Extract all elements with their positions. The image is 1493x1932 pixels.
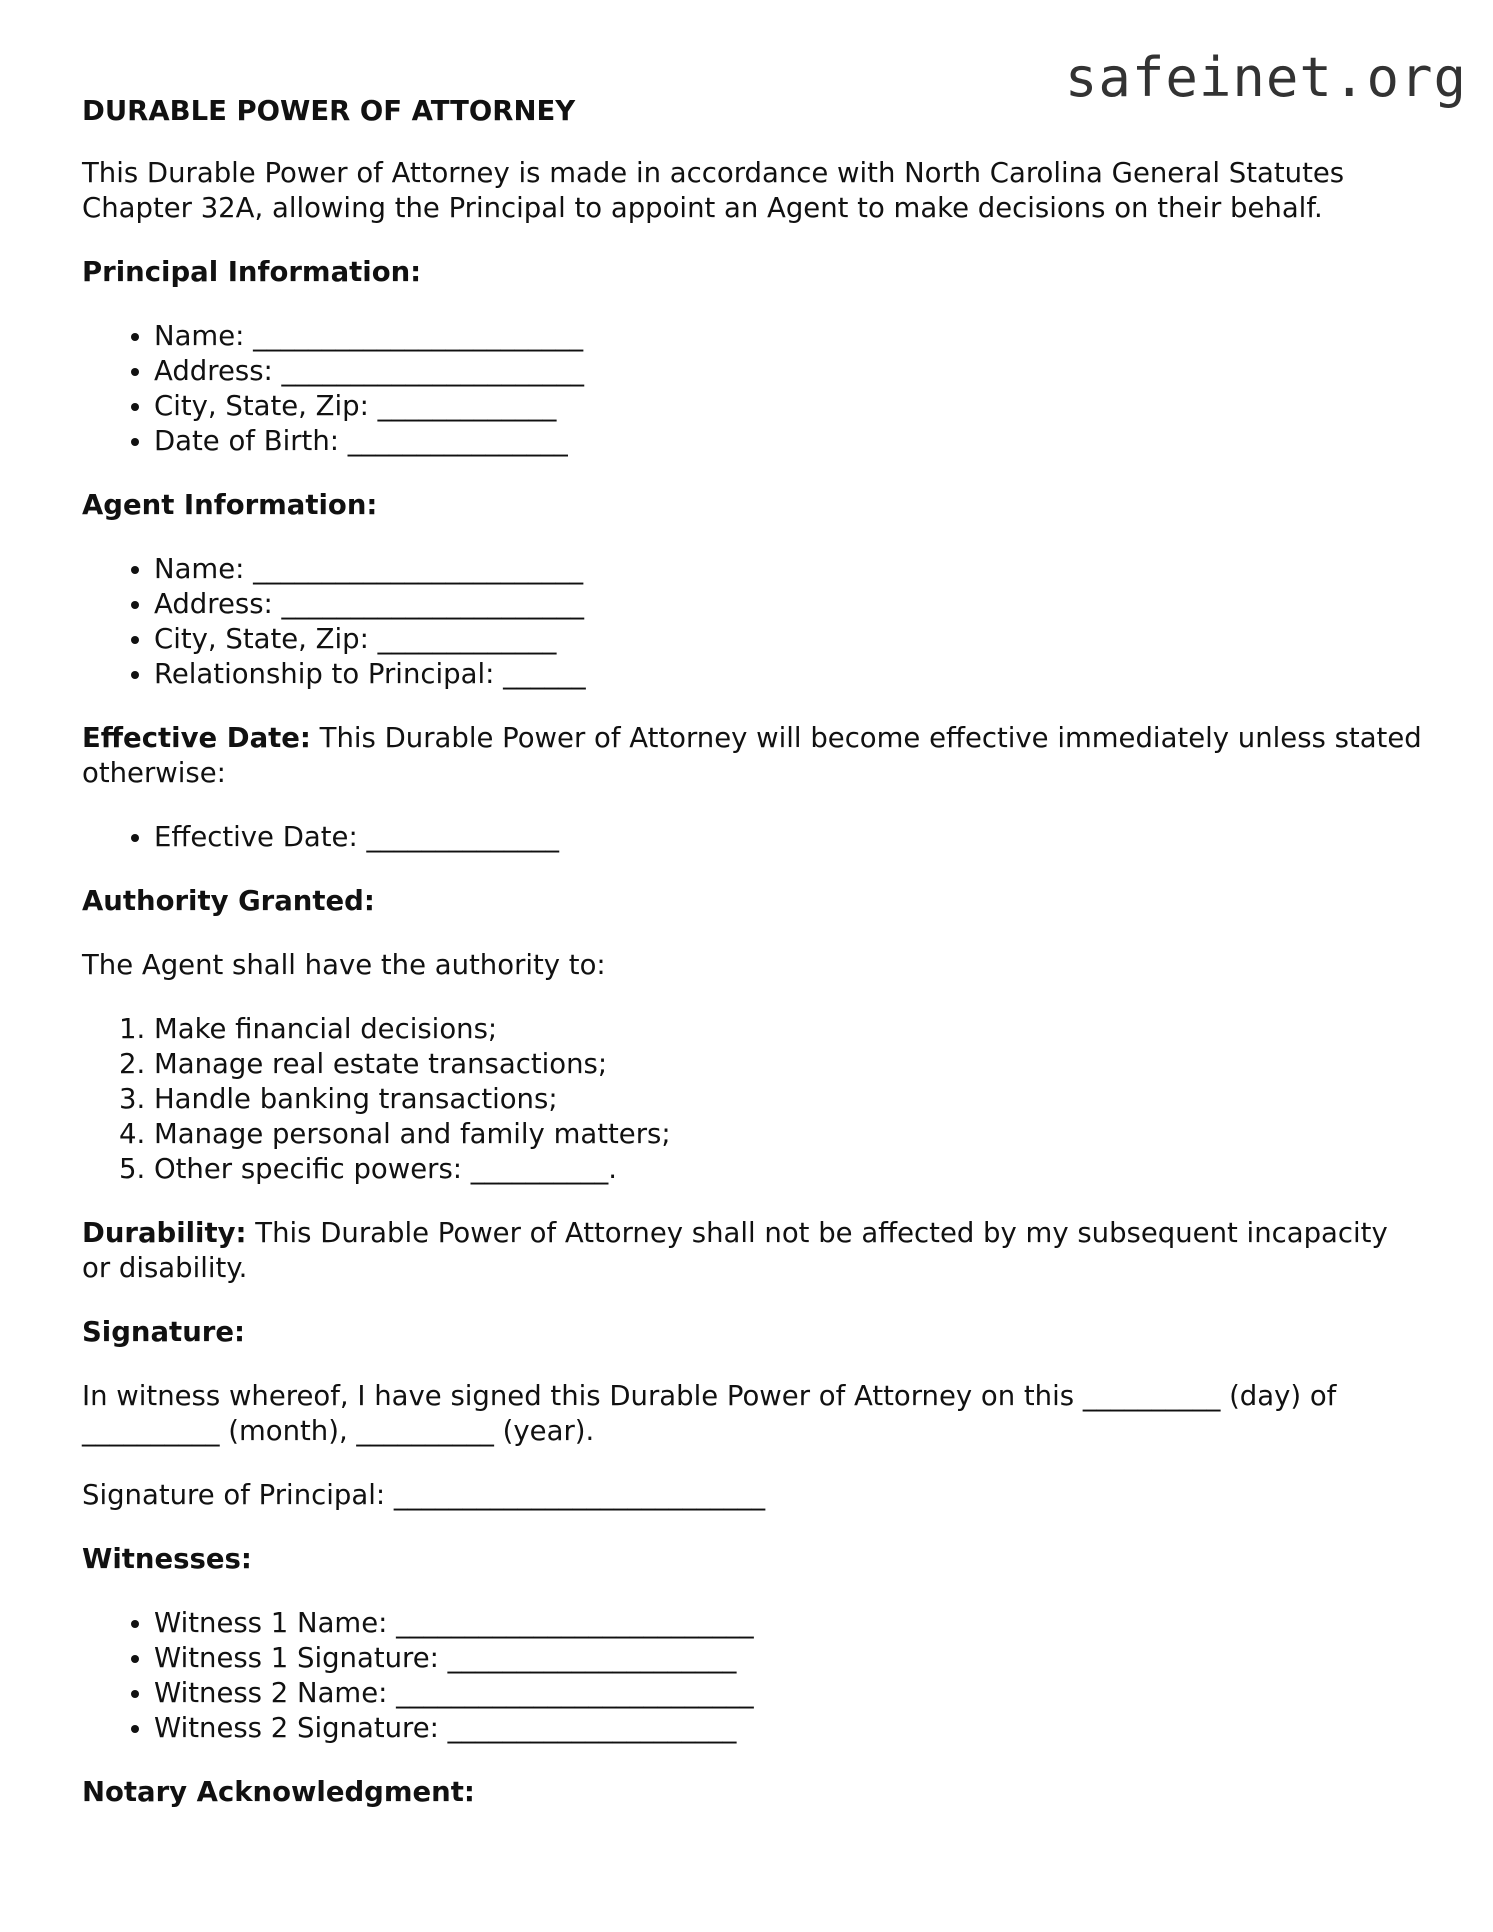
effective-date-text: This Durable Power of Attorney will become effective immediately unless stated otherwise: [82, 722, 1422, 789]
agent-name-field: • Name: ________________________ [154, 552, 1422, 587]
authority-item: 4. Manage personal and family matters; [154, 1117, 1422, 1152]
signature-heading: Signature: [82, 1316, 245, 1348]
durability-label: Durability: [82, 1217, 247, 1249]
agent-address-field: • Address: ______________________ [154, 587, 1422, 622]
principal-city-state-zip-field: • City, State, Zip: _____________ [154, 389, 1422, 424]
document-title: DURABLE POWER OF ATTORNEY [82, 95, 576, 127]
principal-dob-field: • Date of Birth: ________________ [154, 424, 1422, 459]
principal-name-field: • Name: ________________________ [154, 319, 1422, 354]
durability-paragraph [82, 1216, 1422, 1286]
principal-signature-line: Signature of Principal: ___________________________ [82, 1479, 766, 1511]
witness-1-signature-field: • Witness 1 Signature: _____________________ [154, 1641, 1422, 1676]
witnesses-heading: Witnesses: [82, 1543, 252, 1575]
effective-date-list [82, 820, 1422, 855]
principal-address-field: • Address: ______________________ [154, 354, 1422, 389]
authority-intro: The Agent shall have the authority to: [82, 949, 606, 981]
document-body [82, 94, 1422, 1839]
effective-date-paragraph [82, 721, 1422, 791]
authority-item: 3. Handle banking transactions; [154, 1082, 1422, 1117]
agent-relationship-field: • Relationship to Principal: ______ [154, 657, 1422, 692]
effective-date-field: • Effective Date: ______________ [154, 820, 1422, 855]
authority-item: 5. Other specific powers: __________. [154, 1152, 1422, 1187]
principal-heading: Principal Information: [82, 256, 422, 288]
witnesses-list [82, 1606, 1422, 1746]
witness-2-name-field: • Witness 2 Name: __________________________ [154, 1676, 1422, 1711]
agent-city-state-zip-field: • City, State, Zip: _____________ [154, 622, 1422, 657]
principal-info-list [82, 319, 1422, 459]
durability-text: This Durable Power of Attorney shall not be affected by my subsequent incapacity or disability. [82, 1217, 1388, 1284]
witness-2-signature-field: • Witness 2 Signature: _____________________ [154, 1711, 1422, 1746]
authority-item: 2. Manage real estate transactions; [154, 1047, 1422, 1082]
notary-heading: Notary Acknowledgment: [82, 1776, 475, 1808]
agent-info-list [82, 552, 1422, 692]
effective-date-label: Effective Date: [82, 722, 311, 754]
agent-heading: Agent Information: [82, 489, 378, 521]
authority-item: 1. Make financial decisions; [154, 1012, 1422, 1047]
authority-list [82, 1012, 1422, 1187]
site-watermark: safeinet.org [1064, 46, 1467, 109]
authority-heading: Authority Granted: [82, 885, 375, 917]
signature-witness-paragraph: In witness whereof, I have signed this Durable Power of Attorney on this __________ (day) of __________ (month), __________ (year). [82, 1380, 1337, 1447]
intro-paragraph: This Durable Power of Attorney is made in accordance with North Carolina General Statutes Chapter 32A, allowing the Principal to appoint an Agent to make decisions on their behalf. [82, 157, 1345, 224]
witness-1-name-field: • Witness 1 Name: __________________________ [154, 1606, 1422, 1641]
